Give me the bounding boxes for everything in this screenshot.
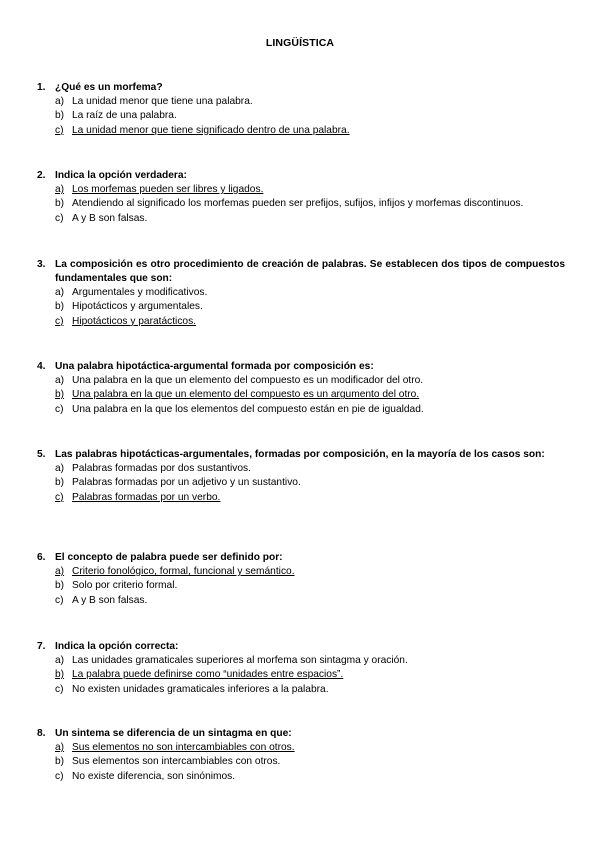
question-number: 1. — [37, 82, 46, 93]
option-a — [55, 95, 565, 109]
option-text: A y B son falsas. — [72, 212, 148, 224]
question-2 — [37, 169, 565, 226]
option-text: Una palabra en la que los elementos del compuesto están en pie de igualdad. — [72, 403, 424, 415]
question-text: ¿Qué es un morfema? — [55, 82, 163, 93]
option-letter: a) — [55, 655, 65, 666]
option-letter: c) — [55, 491, 64, 503]
option-text: Solo por criterio formal. — [72, 580, 178, 592]
option-letter: c) — [55, 683, 64, 695]
option-a — [55, 462, 565, 476]
question-text: Un sintema se diferencia de un sintagma en que: — [55, 728, 292, 739]
option-b — [55, 476, 565, 490]
option-letter: c) — [55, 770, 64, 782]
option-text: Criterio fonológico, formal, funcional y semántico. — [72, 566, 295, 577]
option-letter: c) — [55, 315, 64, 327]
option-text: No existe diferencia, son sinónimos. — [72, 770, 236, 782]
option-a-underlined — [55, 741, 565, 755]
option-letter: b) — [55, 198, 65, 210]
option-letter: a) — [55, 566, 65, 577]
option-text: Atendiendo al significado los morfemas pueden ser prefijos, sufijos, infijos y morfemas discontinuos. — [72, 198, 524, 210]
option-letter: a) — [55, 463, 65, 474]
option-text: Sus elementos no son intercambiables con otros. — [72, 742, 295, 753]
option-text: Hipotácticos y argumentales. — [72, 301, 203, 313]
option-c-underlined — [55, 491, 565, 505]
option-text: Palabras formadas por un adjetivo y un sustantivo. — [72, 477, 301, 489]
question-text: Indica la opción correcta: — [55, 641, 179, 652]
option-a-underlined — [55, 183, 565, 197]
question-3 — [37, 258, 565, 329]
question-7 — [37, 640, 565, 697]
option-text: La unidad menor que tiene una palabra. — [72, 96, 253, 107]
question-text: La composición es otro procedimiento de creación de palabras. Se establecen dos tipos de compuestos fundamentales que son: — [55, 259, 565, 284]
option-letter: a) — [55, 287, 65, 298]
question-number: 7. — [37, 641, 46, 652]
question-number: 6. — [37, 552, 46, 563]
question-number: 2. — [37, 170, 46, 181]
question-number: 8. — [37, 728, 46, 739]
question-5 — [37, 448, 565, 505]
option-text: Una palabra en la que un elemento del compuesto es un modificador del otro. — [72, 375, 424, 386]
option-text: No existen unidades gramaticales inferiores a la palabra. — [72, 683, 329, 695]
question-text: Las palabras hipotácticas-argumentales, formadas por composición, en la mayoría de los casos son: — [55, 449, 545, 460]
option-letter: a) — [55, 96, 65, 107]
question-8 — [37, 727, 565, 784]
option-c — [55, 683, 565, 697]
question-number: 5. — [37, 449, 46, 460]
question-4 — [37, 360, 565, 417]
option-b-underlined — [55, 668, 565, 682]
option-text: Argumentales y modificativos. — [72, 287, 208, 298]
option-b — [55, 300, 565, 314]
question-1 — [37, 81, 565, 138]
question-text: El concepto de palabra puede ser definido por: — [55, 552, 283, 563]
option-text: Sus elementos son intercambiables con otros. — [72, 756, 281, 768]
option-letter: b) — [55, 669, 65, 681]
option-a — [55, 374, 565, 388]
option-letter: c) — [55, 124, 64, 136]
question-text: Indica la opción verdadera: — [55, 170, 187, 181]
question-text: Una palabra hipotáctica-argumental formada por composición es: — [55, 361, 374, 372]
option-letter: a) — [55, 375, 65, 386]
question-number: 3. — [37, 259, 46, 270]
option-text: Palabras formadas por dos sustantivos. — [72, 463, 251, 474]
option-text: Palabras formadas por un verbo. — [72, 491, 221, 503]
option-letter: a) — [55, 184, 65, 195]
option-c-underlined — [55, 124, 565, 138]
option-text: Una palabra en la que un elemento del compuesto es un argumento del otro. — [72, 389, 420, 401]
option-a — [55, 286, 565, 300]
page-title: LINGÜÍSTICA — [265, 37, 335, 49]
option-letter: b) — [55, 110, 65, 122]
option-letter: c) — [55, 212, 64, 224]
option-b — [55, 109, 565, 123]
option-letter: a) — [55, 742, 65, 753]
option-b — [55, 197, 565, 211]
option-text: A y B son falsas. — [72, 594, 148, 606]
option-text: La raíz de una palabra. — [72, 110, 177, 122]
option-a-underlined — [55, 565, 565, 579]
option-b-underlined — [55, 388, 565, 402]
option-text: La palabra puede definirse como “unidades entre espacios”. — [72, 669, 344, 681]
option-c-underlined — [55, 315, 565, 329]
option-b — [55, 755, 565, 769]
question-number: 4. — [37, 361, 46, 372]
option-c — [55, 403, 565, 417]
option-a — [55, 654, 565, 668]
option-text: Hipotácticos y paratácticos. — [72, 315, 197, 327]
option-text: Las unidades gramaticales superiores al morfema son sintagma y oración. — [72, 655, 408, 666]
option-c — [55, 770, 565, 784]
option-letter: b) — [55, 580, 65, 592]
option-b — [55, 579, 565, 593]
option-text: Los morfemas pueden ser libres y ligados. — [72, 184, 264, 195]
option-c — [55, 212, 565, 226]
option-c — [55, 594, 565, 608]
option-letter: c) — [55, 594, 64, 606]
option-letter: c) — [55, 403, 64, 415]
option-letter: b) — [55, 389, 65, 401]
option-text: La unidad menor que tiene significado dentro de una palabra. — [72, 124, 350, 136]
question-6 — [37, 551, 565, 608]
option-letter: b) — [55, 477, 65, 489]
option-letter: b) — [55, 756, 65, 768]
option-letter: b) — [55, 301, 65, 313]
